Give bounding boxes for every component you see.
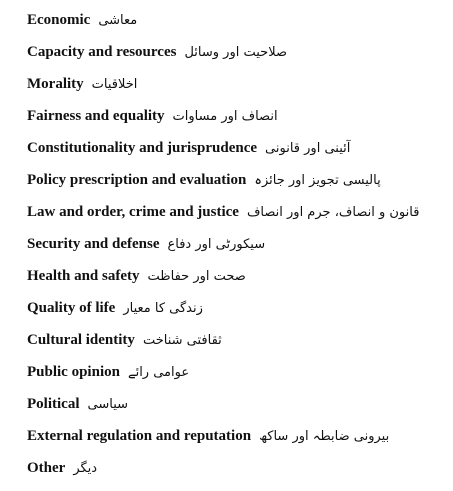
category-item-public-opinion (27, 356, 419, 388)
category-label-en: Policy prescription and evaluation (27, 171, 247, 188)
category-item-external-regulation (27, 420, 419, 452)
category-label-ur: بیرونی ضابطہ اور ساکھ (259, 428, 390, 444)
category-label-en: Economic (27, 11, 91, 28)
category-label-en: External regulation and reputation (27, 427, 252, 444)
category-label-en: Constitutionality and jurisprudence (27, 139, 258, 156)
category-label-ur: دیگر (73, 460, 98, 476)
category-label-ur: سیاسی (87, 396, 129, 412)
category-label-ur: سیکورٹی اور دفاع (167, 236, 266, 252)
category-item-political (27, 388, 419, 420)
category-label-ur: معاشی (98, 12, 138, 28)
category-label-ur: قانون و انصاف، جرم اور انصاف (246, 204, 420, 220)
category-item-security-and-defense (27, 228, 419, 260)
category-label-en: Law and order, crime and justice (27, 203, 239, 220)
category-label-en: Health and safety (27, 267, 140, 284)
category-label-en: Political (27, 395, 80, 412)
category-label-ur: آئینی اور قانونی (265, 140, 351, 156)
category-label-en: Public opinion (27, 363, 120, 380)
category-list (27, 4, 419, 484)
category-item-health-and-safety (27, 260, 419, 292)
category-label-ur: پالیسی تجویز اور جائزہ (254, 172, 381, 188)
category-label-ur: اخلاقیات (91, 76, 138, 92)
category-label-en: Security and defense (27, 235, 160, 252)
category-item-cultural-identity (27, 324, 419, 356)
category-item-other (27, 452, 419, 484)
category-item-capacity-and-resources (27, 36, 419, 68)
category-label-ur: عوامی رائے (127, 364, 190, 380)
category-item-law-and-order (27, 196, 419, 228)
category-label-en: Capacity and resources (27, 43, 177, 60)
category-item-morality (27, 68, 419, 100)
category-item-quality-of-life (27, 292, 419, 324)
category-item-fairness-and-equality (27, 100, 419, 132)
category-label-ur: صلاحیت اور وسائل (184, 44, 287, 60)
category-label-en: Other (27, 459, 66, 476)
category-label-en: Fairness and equality (27, 107, 165, 124)
category-item-policy (27, 164, 419, 196)
category-item-economic (27, 4, 419, 36)
category-label-ur: ثقافتی شناخت (142, 332, 222, 348)
category-label-ur: صحت اور حفاظت (147, 268, 246, 284)
category-item-constitutionality (27, 132, 419, 164)
category-label-en: Morality (27, 75, 84, 92)
category-label-ur: انصاف اور مساوات (172, 108, 278, 124)
category-label-en: Quality of life (27, 299, 116, 316)
category-label-en: Cultural identity (27, 331, 135, 348)
category-label-ur: زندگی کا معیار (123, 300, 203, 316)
